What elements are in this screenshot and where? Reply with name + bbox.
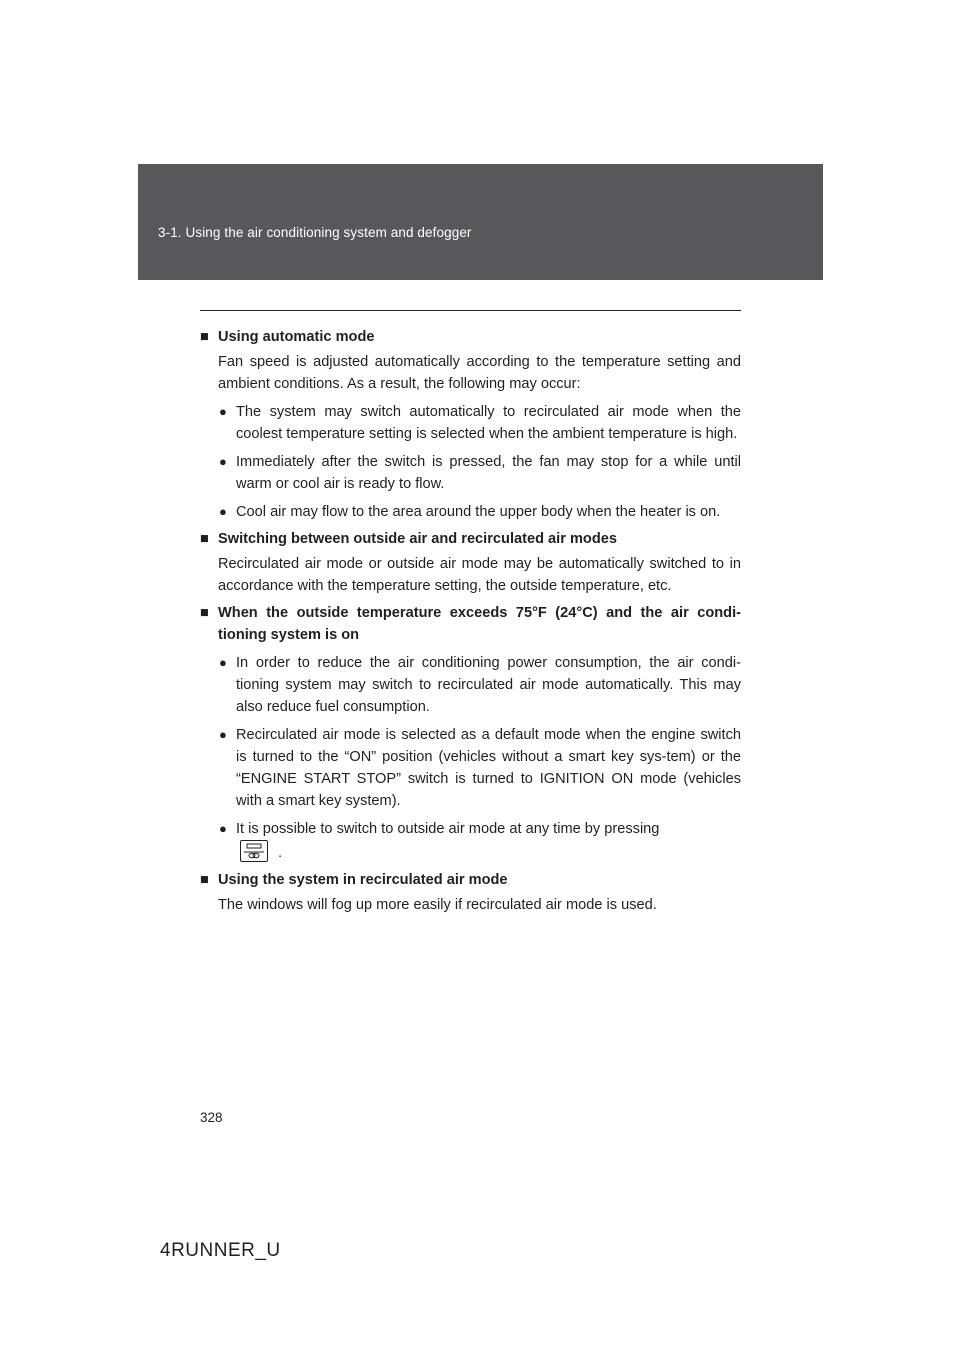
- bullet-marker: ●: [219, 404, 227, 419]
- paragraph: Recirculated air mode or outside air mode may be automatically switched to in accordance with the temperature setting, the outside temperature, etc.: [218, 556, 741, 594]
- heading-switching-modes: ■ Switching between outside air and recirculated air modes: [200, 528, 741, 550]
- bullet-marker: ●: [219, 727, 227, 742]
- heading-marker: ■: [200, 872, 209, 888]
- heading-outside-temperature: ■ When the outside temperature exceeds 75°F (24°C) and the air condi-tioning system is on: [200, 602, 741, 646]
- paragraph: The windows will fog up more easily if recirculated air mode is used.: [218, 897, 657, 913]
- content: [200, 326, 741, 916]
- heading-marker: ■: [200, 531, 209, 547]
- sentence-end: .: [278, 845, 283, 861]
- heading-marker: ■: [200, 605, 209, 621]
- bullet-marker: ●: [219, 504, 227, 519]
- bullet-marker: ●: [219, 655, 227, 670]
- outside-air-mode-icon: [240, 840, 268, 862]
- footer-code: 4RUNNER_U: [160, 1240, 281, 1261]
- list-item: ● Immediately after the switch is pressed, the fan may stop for a while until warm or cool air is ready to flow.: [200, 451, 741, 495]
- header-rule: [200, 310, 741, 311]
- section-title: 3-1. Using the air conditioning system and defogger: [158, 225, 472, 240]
- page-number: 328: [200, 1110, 223, 1125]
- list-item: ● In order to reduce the air conditioning power consumption, the air condi-tioning system may switch to recirculated air mode automatically. This may also reduce fuel consumption.: [200, 652, 741, 718]
- heading-automatic-mode: ■ Using automatic mode: [200, 326, 741, 348]
- heading-marker: ■: [200, 329, 209, 345]
- header-band: [138, 164, 823, 280]
- list-item: ● Cool air may flow to the area around the upper body when the heater is on.: [200, 501, 741, 523]
- paragraph: Fan speed is adjusted automatically according to the temperature setting and ambient conditions. As a result, the following may occur:: [218, 354, 741, 392]
- heading-recirculated-mode: ■ Using the system in recirculated air mode: [200, 869, 741, 891]
- list-item: ● It is possible to switch to outside air mode at any time by pressing .: [200, 818, 741, 864]
- bullet-marker: ●: [219, 821, 227, 836]
- list-item: ● Recirculated air mode is selected as a default mode when the engine switch is turned to the “ON” position (vehicles without a smart key sys-tem) or the “ENGINE START STOP” switch is turned to IGNITION ON mode (vehicles with a smart key system).: [200, 724, 741, 812]
- list-item: ● The system may switch automatically to recirculated air mode when the coolest temperature setting is selected when the ambient temperature is high.: [200, 401, 741, 445]
- bullet-marker: ●: [219, 454, 227, 469]
